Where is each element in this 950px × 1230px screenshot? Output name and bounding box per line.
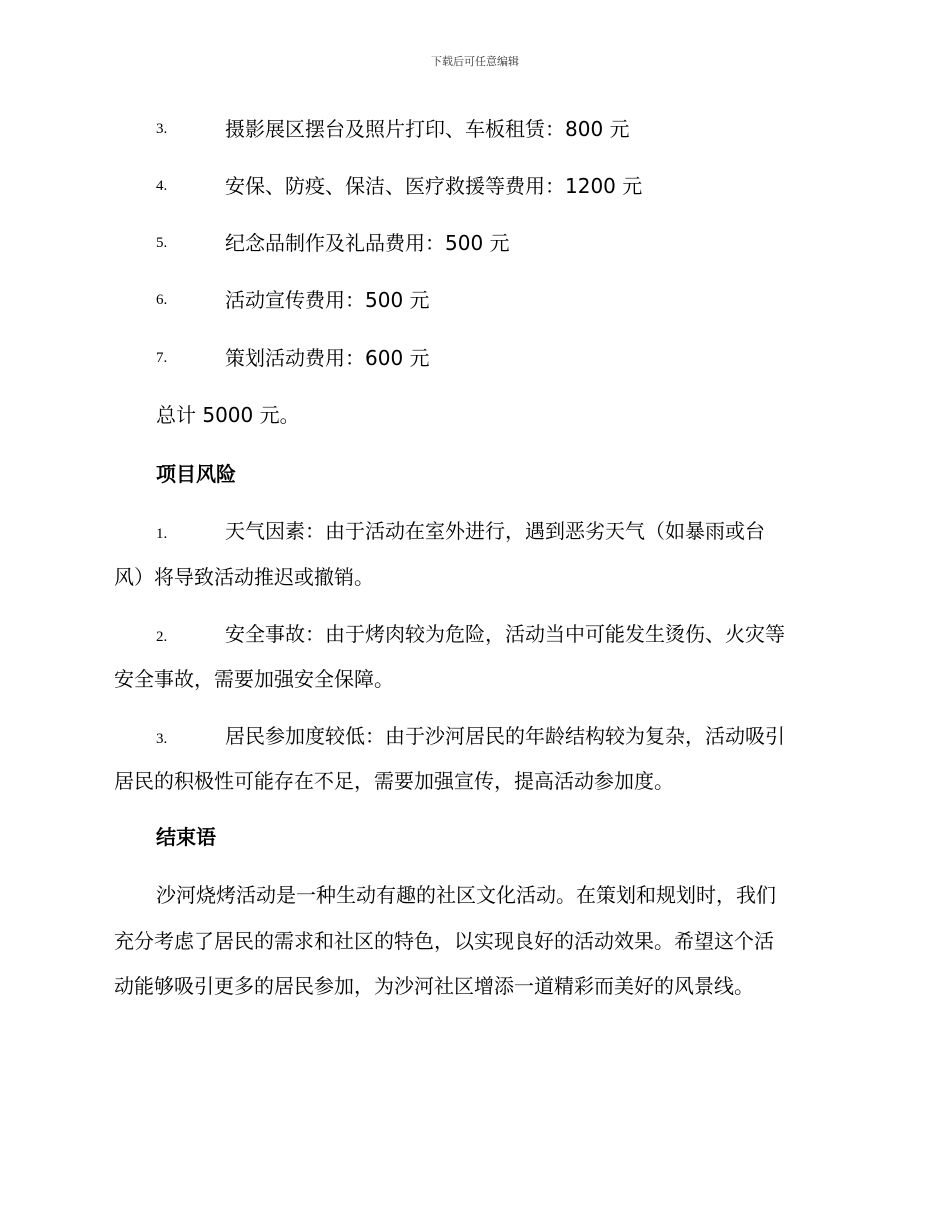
- section-heading-risks: 项目风险: [156, 462, 236, 486]
- risk-item-continuation: 居民的积极性可能存在不足，需要加强宣传，提高活动参加度。: [114, 769, 674, 793]
- risk-item-line: [114, 508, 876, 557]
- budget-total: 总计 5000 元。: [156, 403, 300, 427]
- risk-item-line: [114, 611, 876, 660]
- section-heading-conclusion: 结束语: [156, 825, 216, 849]
- budget-item-text: 策划活动费用：600 元: [225, 346, 430, 370]
- conclusion-line: 充分考虑了居民的需求和社区的特色，以实现良好的活动效果。希望这个活: [114, 929, 774, 953]
- budget-item-number: 5.: [156, 235, 168, 251]
- budget-item-number: 3.: [156, 121, 168, 137]
- risk-item-line: [114, 713, 876, 762]
- page-header: 下载后可任意编辑: [431, 55, 519, 68]
- risk-item-number: 3.: [156, 731, 168, 747]
- budget-item-number: 7.: [156, 350, 168, 366]
- risk-item-text: 安全事故：由于烤肉较为危险，活动当中可能发生烫伤、火灾等: [225, 622, 785, 646]
- budget-item-text: 安保、防疫、保洁、医疗救援等费用：1200 元: [225, 174, 643, 198]
- risk-item-number: 2.: [156, 629, 168, 645]
- conclusion-line: 沙河烧烤活动是一种生动有趣的社区文化活动。在策划和规划时，我们: [156, 883, 776, 907]
- budget-item-text: 纪念品制作及礼品费用：500 元: [225, 231, 510, 255]
- budget-item-text: 活动宣传费用：500 元: [225, 288, 430, 312]
- budget-item-text: 摄影展区摆台及照片打印、车板租赁：800 元: [225, 117, 630, 141]
- budget-item-number: 4.: [156, 178, 168, 194]
- risk-item-number: 1.: [156, 526, 168, 542]
- risk-item-continuation: 安全事故，需要加强安全保障。: [114, 667, 394, 691]
- conclusion-line: 动能够吸引更多的居民参加，为沙河社区增添一道精彩而美好的风景线。: [114, 974, 754, 998]
- risk-item-text: 天气因素：由于活动在室外进行，遇到恶劣天气（如暴雨或台: [225, 519, 765, 543]
- risk-item-continuation: 风）将导致活动推迟或撤销。: [114, 565, 374, 589]
- risk-item-text: 居民参加度较低：由于沙河居民的年龄结构较为复杂，活动吸引: [225, 724, 785, 748]
- budget-item-number: 6.: [156, 292, 168, 308]
